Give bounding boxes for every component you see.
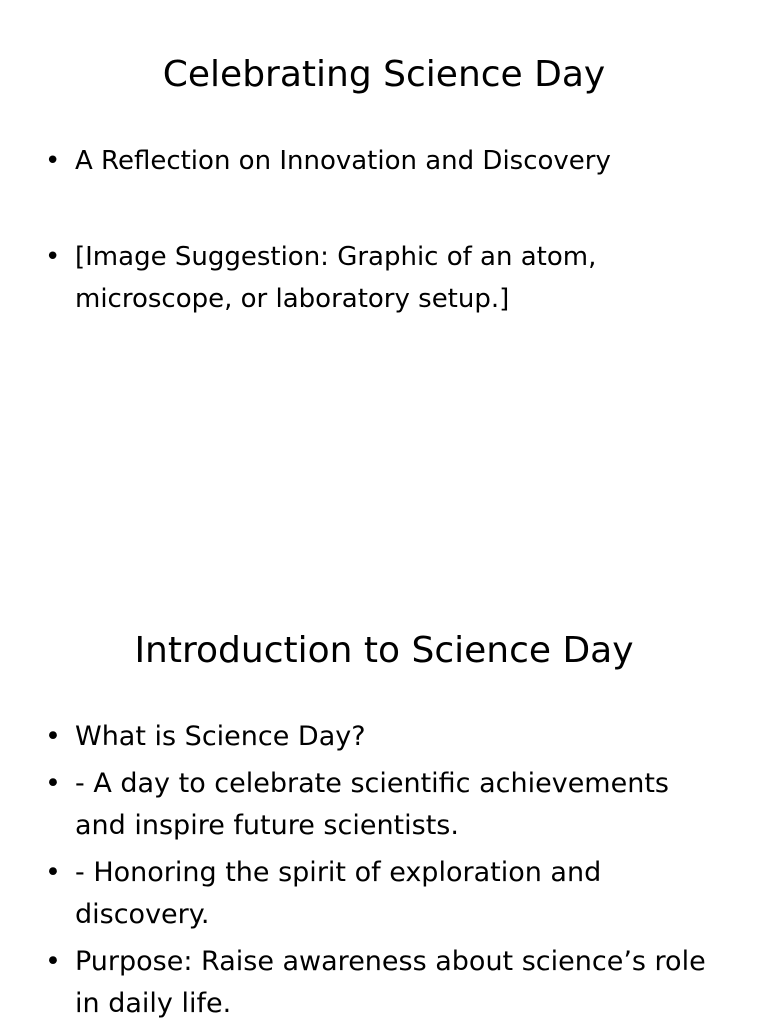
bullet-text: - A day to celebrate scientific achievements and inspire future scientists. bbox=[75, 768, 669, 841]
slide-2 bbox=[0, 576, 768, 1024]
bullet-item bbox=[45, 852, 725, 936]
bullet-text: [Image Suggestion: Graphic of an atom, microscope, or laboratory setup.] bbox=[75, 242, 597, 314]
bullet-text: Purpose: Raise awareness about science’s role in daily life. bbox=[75, 946, 706, 1019]
bullet-text: A Reflection on Innovation and Discovery bbox=[75, 146, 611, 176]
bullet-dot-icon: • bbox=[45, 857, 61, 888]
bullet-list bbox=[45, 716, 725, 1025]
bullet-dot-icon: • bbox=[45, 242, 61, 272]
bullet-dot-icon: • bbox=[45, 146, 61, 176]
bullet-item bbox=[45, 236, 725, 320]
bullet-item bbox=[45, 763, 725, 847]
bullet-dot-icon: • bbox=[45, 721, 61, 752]
bullet-item bbox=[45, 941, 725, 1025]
bullet-item bbox=[45, 716, 725, 758]
bullet-text: - Honoring the spirit of exploration and discovery. bbox=[75, 857, 602, 930]
bullet-list bbox=[45, 140, 725, 320]
bullet-dot-icon: • bbox=[45, 768, 61, 799]
bullet-dot-icon: • bbox=[45, 946, 61, 977]
slide-title: Introduction to Science Day bbox=[134, 630, 634, 671]
bullet-text: What is Science Day? bbox=[75, 721, 366, 752]
bullet-item bbox=[45, 140, 725, 182]
slide-title: Celebrating Science Day bbox=[162, 54, 606, 95]
